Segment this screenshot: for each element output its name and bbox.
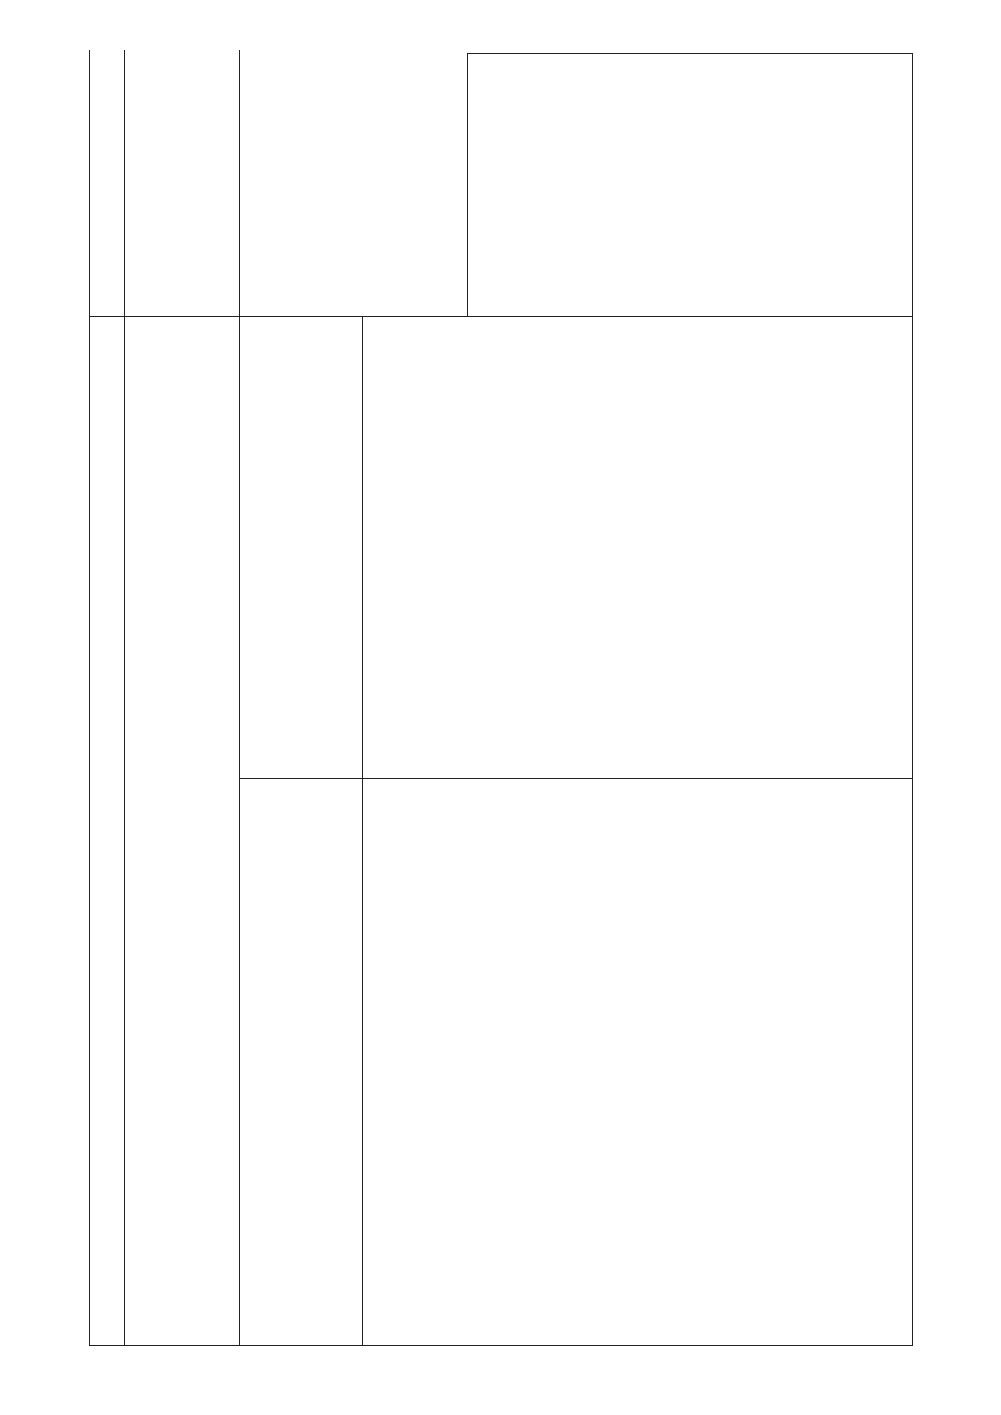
grid-line [467, 53, 913, 54]
grid-line [912, 53, 913, 1346]
grid-line [89, 1345, 913, 1346]
grid-line [89, 50, 90, 1346]
grid-line [467, 53, 468, 317]
grid-line [362, 316, 363, 1346]
grid-line [124, 50, 125, 1346]
grid-line [239, 50, 240, 1346]
grid-line [239, 778, 913, 779]
grid-line [89, 316, 913, 317]
